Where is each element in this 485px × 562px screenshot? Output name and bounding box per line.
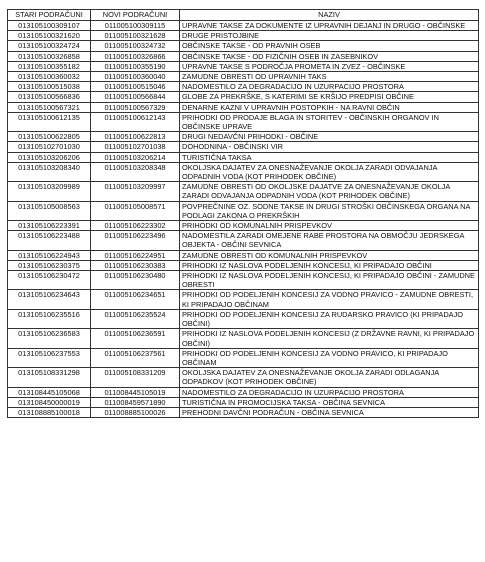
cell-stari-podracun: 013105106224943 <box>8 250 91 260</box>
cell-naziv: PRIHODKI IZ NASLOVA PODELJENIH KONCESIJ, KI PRIPADAJO OBČINI - ZAMUDNE OBRESTI <box>180 271 479 290</box>
cell-novi-podracun: 011005100360040 <box>91 72 180 82</box>
cell-naziv: PRIHODKI OD PRODAJE BLAGA IN STORITEV - OBČINSKIH ORGANOV IN OBČINSKE UPRAVE <box>180 112 479 131</box>
table-row <box>8 231 479 250</box>
cell-stari-podracun: 013105100360032 <box>8 72 91 82</box>
table-row <box>8 152 479 162</box>
cell-naziv: NADOMESTILO ZA DEGRADACIJO IN UZURPACIJO PROSTORA <box>180 387 479 397</box>
table-row <box>8 290 479 309</box>
cell-naziv: OKOLJSKA DAJATEV ZA ONESNAŽEVANJE OKOLJA ZARADI ODLAGANJA ODPADKOV (KOT PRIHODEK OBČINE) <box>180 368 479 387</box>
cell-novi-podracun: 011005100309115 <box>91 21 180 31</box>
table-row <box>8 221 479 231</box>
cell-novi-podracun: 011005108331209 <box>91 368 180 387</box>
cell-stari-podracun: 013105105008563 <box>8 201 91 220</box>
cell-stari-podracun: 013105102701030 <box>8 142 91 152</box>
cell-novi-podracun: 011005106224951 <box>91 250 180 260</box>
cell-stari-podracun: 013105100622805 <box>8 132 91 142</box>
table-row <box>8 368 479 387</box>
cell-naziv: TURISTIČNA IN PROMOCIJSKA TAKSA - OBČINA SEVNICA <box>180 397 479 407</box>
cell-novi-podracun: 011005106237561 <box>91 348 180 367</box>
cell-naziv: PRIHODKI IZ NASLOVA PODELJENIH KONCESIJ (Z DRŽAVNE RAVNI, KI PRIPADAJO OBČINI) <box>180 329 479 348</box>
cell-stari-podracun: 013105100566836 <box>8 92 91 102</box>
cell-stari-podracun: 013105103206206 <box>8 152 91 162</box>
cell-novi-podracun: 011005100324732 <box>91 41 180 51</box>
cell-stari-podracun: 013105100567321 <box>8 102 91 112</box>
table-row <box>8 329 479 348</box>
table-row <box>8 387 479 397</box>
cell-stari-podracun: 013105106223488 <box>8 231 91 250</box>
table-row <box>8 182 479 201</box>
cell-stari-podracun: 013105100515038 <box>8 82 91 92</box>
cell-stari-podracun: 013105106237553 <box>8 348 91 367</box>
cell-naziv: PRIHODKI IZ NASLOVA PODELJENIH KONCESIJ, KI PRIPADAJO OBČINI <box>180 260 479 270</box>
cell-stari-podracun: 013105103209989 <box>8 182 91 201</box>
header-naziv: NAZIV <box>180 10 479 21</box>
table-row <box>8 21 479 31</box>
cell-novi-podracun: 011005105008571 <box>91 201 180 220</box>
cell-novi-podracun: 011005100515046 <box>91 82 180 92</box>
cell-naziv: PRIHODKI OD PODELJENIH KONCESIJ ZA VODNO PRAVICO, KI PRIPADAJO OBČINAM <box>180 348 479 367</box>
cell-naziv: PRIHODKI OD KOMUNALNIH PRISPEVKOV <box>180 221 479 231</box>
table-row <box>8 92 479 102</box>
table-row <box>8 61 479 71</box>
cell-novi-podracun: 011005106223496 <box>91 231 180 250</box>
cell-novi-podracun: 011005106235524 <box>91 309 180 328</box>
cell-stari-podracun: 013105100612135 <box>8 112 91 131</box>
cell-stari-podracun: 013105108331298 <box>8 368 91 387</box>
cell-novi-podracun: 011005100622813 <box>91 132 180 142</box>
cell-naziv: DENARNE KAZNI V UPRAVNIH POSTOPKIH - NA RAVNI OBČIN <box>180 102 479 112</box>
cell-stari-podracun: 013105106236583 <box>8 329 91 348</box>
table-row <box>8 72 479 82</box>
cell-naziv: OKOLJSKA DAJATEV ZA ONESNAŽEVANJE OKOLJA ZARADI ODVAJANJA ODPADNIH VODA (KOT PRIHODEK OBČINE) <box>180 162 479 181</box>
cell-stari-podracun: 013108450000019 <box>8 397 91 407</box>
cell-stari-podracun: 013105106230472 <box>8 271 91 290</box>
cell-naziv: GLOBE ZA PREKRŠKE, S KATERIMI SE KRŠIJO PREDPISI OBČINE <box>180 92 479 102</box>
cell-novi-podracun: 011005103209997 <box>91 182 180 201</box>
table-row <box>8 309 479 328</box>
cell-novi-podracun: 011005100355190 <box>91 61 180 71</box>
table-row <box>8 348 479 367</box>
table-body <box>8 21 479 418</box>
cell-stari-podracun: 013105106234643 <box>8 290 91 309</box>
cell-stari-podracun: 013105106235516 <box>8 309 91 328</box>
cell-naziv: ZAMUDNE OBRESTI OD OKOLJSKE DAJATVE ZA ONESNAŽEVANJE OKOLJA ZARADI ODVAJANJA ODPADNIH VODA (KOT PRIHODEK OBČINE) <box>180 182 479 201</box>
cell-novi-podracun: 011005106234651 <box>91 290 180 309</box>
cell-stari-podracun: 013105103208340 <box>8 162 91 181</box>
header-row <box>8 10 479 21</box>
cell-novi-podracun: 011005103206214 <box>91 152 180 162</box>
table-row <box>8 41 479 51</box>
cell-stari-podracun: 013105100309107 <box>8 21 91 31</box>
cell-naziv: UPRAVNE TAKSE ZA DOKUMENTE IZ UPRAVNIH DEJANJ IN DRUGO - OBČINSKE <box>180 21 479 31</box>
cell-stari-podracun: 013105100324724 <box>8 41 91 51</box>
table-row <box>8 132 479 142</box>
table-row <box>8 112 479 131</box>
cell-novi-podracun: 011008459571890 <box>91 397 180 407</box>
cell-naziv: PRIHODKI OD PODELJENIH KONCESIJ ZA RUDARSKO PRAVICO (KI PRIPADAJO OBČINI) <box>180 309 479 328</box>
cell-naziv: OBČINSKE TAKSE - OD PRAVNIH OSEB <box>180 41 479 51</box>
cell-naziv: DRUGI NEDAVČNI PRIHODKI - OBČINE <box>180 132 479 142</box>
table-row <box>8 201 479 220</box>
table-row <box>8 102 479 112</box>
cell-naziv: POVPREČNINE OZ. SODNE TAKSE IN DRUGI STROŠKI OBČINSKEGA ORGANA NA PODLAGI ZAKONA O PREKRŠKIH <box>180 201 479 220</box>
cell-stari-podracun: 013105106223391 <box>8 221 91 231</box>
cell-stari-podracun: 013105100355182 <box>8 61 91 71</box>
cell-novi-podracun: 011005100612143 <box>91 112 180 131</box>
cell-naziv: PREHODNI DAVČNI PODRAČUN - OBČINA SEVNICA <box>180 407 479 417</box>
cell-stari-podracun: 013105100321620 <box>8 31 91 41</box>
table-row <box>8 407 479 417</box>
cell-novi-podracun: 011005106230383 <box>91 260 180 270</box>
cell-naziv: NADOMESTILO ZA DEGRADACIJO IN UZURPACIJO PROSTORA <box>180 82 479 92</box>
cell-stari-podracun: 013105100326858 <box>8 51 91 61</box>
table-row <box>8 82 479 92</box>
table-row <box>8 142 479 152</box>
cell-novi-podracun: 011005102701038 <box>91 142 180 152</box>
cell-naziv: DRUGE PRISTOJBINE <box>180 31 479 41</box>
cell-stari-podracun: 013108885100018 <box>8 407 91 417</box>
table-row <box>8 162 479 181</box>
table-row <box>8 31 479 41</box>
header-stari-podracuni: STARI PODRAČUNI <box>8 10 91 21</box>
document-page <box>7 9 479 418</box>
cell-stari-podracun: 013105106230375 <box>8 260 91 270</box>
table-row <box>8 51 479 61</box>
cell-naziv: ZAMUDNE OBRESTI OD KOMUNALNIH PRISPEVKOV <box>180 250 479 260</box>
cell-novi-podracun: 011005106223302 <box>91 221 180 231</box>
cell-novi-podracun: 011005100567329 <box>91 102 180 112</box>
accounts-table <box>7 9 479 418</box>
cell-naziv: DOHODNINA - OBČINSKI VIR <box>180 142 479 152</box>
cell-novi-podracun: 011005100566844 <box>91 92 180 102</box>
cell-novi-podracun: 011005100326866 <box>91 51 180 61</box>
cell-novi-podracun: 011008445105019 <box>91 387 180 397</box>
header-novi-podracuni: NOVI PODRAČUNI <box>91 10 180 21</box>
table-row <box>8 250 479 260</box>
cell-naziv: NADOMESTILA ZARADI OMEJENE RABE PROSTORA NA OBMOČJU JEDRSKEGA OBJEKTA - OBČINI SEVNICA <box>180 231 479 250</box>
cell-novi-podracun: 011008885100026 <box>91 407 180 417</box>
cell-novi-podracun: 011005100321628 <box>91 31 180 41</box>
table-row <box>8 271 479 290</box>
table-row <box>8 260 479 270</box>
cell-naziv: PRIHODKI OD PODELJENIH KONCESIJ ZA VODNO PRAVICO - ZAMUDNE OBRESTI, KI PRIPADAJO OBČINAM <box>180 290 479 309</box>
cell-naziv: ZAMUDNE OBRESTI OD UPRAVNIH TAKS <box>180 72 479 82</box>
table-row <box>8 397 479 407</box>
cell-novi-podracun: 011005106236591 <box>91 329 180 348</box>
cell-stari-podracun: 013108445105068 <box>8 387 91 397</box>
cell-naziv: OBČINSKE TAKSE - OD FIZIČNIH OSEB IN ZASEBNIKOV <box>180 51 479 61</box>
cell-novi-podracun: 011005103208348 <box>91 162 180 181</box>
cell-novi-podracun: 011005106230480 <box>91 271 180 290</box>
cell-naziv: TURISTIČNA TAKSA <box>180 152 479 162</box>
cell-naziv: UPRAVNE TAKSE S PODROČJA PROMETA IN ZVEZ - OBČINSKE <box>180 61 479 71</box>
